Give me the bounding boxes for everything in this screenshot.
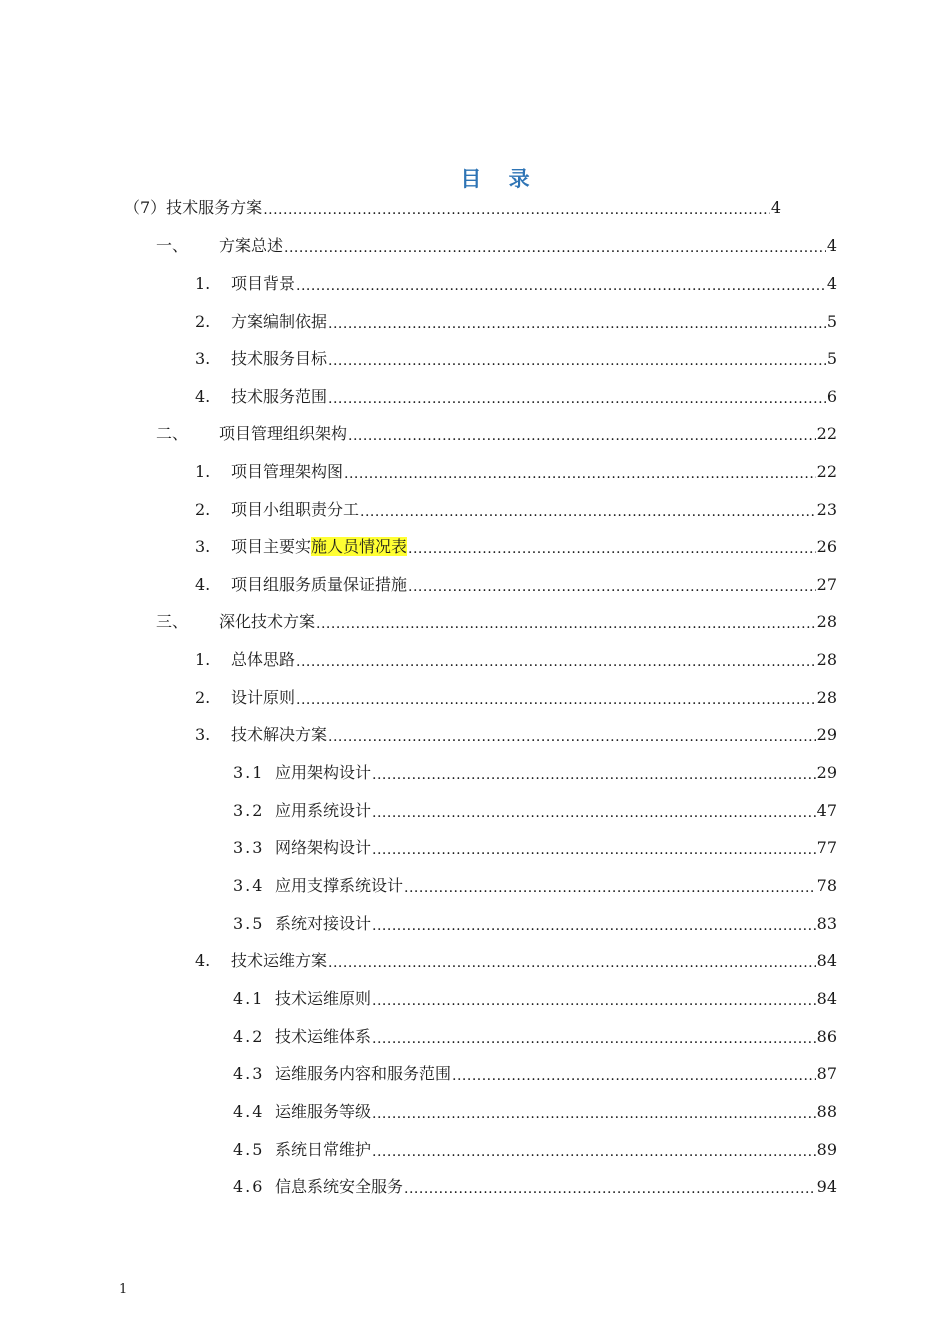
toc-entry-text: 深化技术方案: [219, 612, 316, 631]
toc-entry[interactable]: [195, 723, 837, 747]
toc-entry-number: 1.: [195, 462, 211, 481]
toc-entry[interactable]: [233, 1100, 837, 1124]
toc-entry[interactable]: [233, 1062, 837, 1086]
toc-entry-number: 2.: [195, 688, 211, 707]
toc-leader: [372, 836, 816, 860]
toc-entry-text: 项目管理架构图: [231, 462, 344, 481]
toc-title: 目 录: [460, 167, 540, 191]
toc-entry-number: 4.: [195, 387, 211, 406]
toc-entry-number: 4.3: [233, 1064, 265, 1083]
toc-entry-text: 技术运维原则: [275, 989, 372, 1008]
toc-entry[interactable]: [195, 385, 837, 409]
toc-entry-page: 29: [816, 763, 837, 782]
toc-leader: [284, 234, 826, 258]
toc-entry-page: 78: [816, 876, 837, 895]
toc-entry-number: 一、: [156, 236, 189, 255]
toc-entry[interactable]: [233, 1138, 837, 1162]
toc-entry-page: 27: [816, 575, 837, 594]
toc-entry[interactable]: [195, 573, 837, 597]
toc-entry-number: 三、: [156, 612, 189, 631]
toc-entry-page: 5: [826, 312, 837, 331]
toc-entry-page: 87: [816, 1064, 837, 1083]
toc-entry-page: 89: [816, 1140, 837, 1159]
toc-leader: [372, 987, 816, 1011]
toc-entry-number: 2.: [195, 312, 211, 331]
toc-entry-number: 2.: [195, 500, 211, 519]
toc-entry-number: 4.: [195, 575, 211, 594]
toc-entry-page: 77: [816, 838, 837, 857]
toc-entry-page: 22: [816, 424, 837, 443]
toc-leader: [296, 272, 826, 296]
toc-entry-text: 技术解决方案: [231, 725, 328, 744]
toc-entry[interactable]: [195, 648, 837, 672]
toc-entry[interactable]: [233, 1025, 837, 1049]
toc-entry[interactable]: [195, 272, 837, 296]
toc-leader: [372, 761, 816, 785]
toc-entry[interactable]: [233, 1175, 837, 1199]
toc-entry[interactable]: [156, 234, 837, 258]
toc-entry-number: 3.: [195, 349, 211, 368]
toc-entry-page: 28: [816, 612, 837, 631]
toc-entry-text: 技术服务范围: [231, 387, 328, 406]
toc-leader: [372, 1138, 816, 1162]
toc-entry-text: 技术运维方案: [231, 951, 328, 970]
toc-entry-number: 4.2: [233, 1027, 265, 1046]
toc-entry[interactable]: [233, 874, 837, 898]
toc-entry-number: 4.5: [233, 1140, 265, 1159]
toc-entry-page: 5: [826, 349, 837, 368]
toc-entry[interactable]: [195, 347, 837, 371]
toc-entry-page: 26: [816, 537, 837, 556]
toc-entry-page: 22: [816, 462, 837, 481]
toc-leader: [452, 1062, 816, 1086]
toc-entry[interactable]: [233, 912, 837, 936]
toc-entry-number: 二、: [156, 424, 189, 443]
toc-entry[interactable]: [195, 535, 837, 559]
toc-entry[interactable]: [156, 422, 837, 446]
toc-entry-page: 47: [816, 801, 837, 820]
toc-leader: [296, 648, 816, 672]
toc-entry-page: 6: [826, 387, 837, 406]
toc-entry-number: 3.5: [233, 914, 265, 933]
toc-entry-text: 网络架构设计: [275, 838, 372, 857]
toc-entry-text: 运维服务内容和服务范围: [275, 1064, 452, 1083]
toc-entry-number: 1.: [195, 274, 211, 293]
toc-entry-text: 项目管理组织架构: [219, 424, 348, 443]
toc-leader: [408, 535, 816, 559]
toc-leader: [372, 1025, 816, 1049]
toc-entry[interactable]: [233, 836, 837, 860]
toc-entry-text: 系统日常维护: [275, 1140, 372, 1159]
toc-entry-text: 系统对接设计: [275, 914, 372, 933]
toc-entry-number: 4.6: [233, 1177, 265, 1196]
toc-entry-number: 3.3: [233, 838, 265, 857]
toc-entry[interactable]: [195, 498, 837, 522]
toc-entry[interactable]: [156, 610, 837, 634]
toc-entry-page: 84: [816, 989, 837, 1008]
toc-leader: [316, 610, 816, 634]
toc-entry[interactable]: [233, 987, 837, 1011]
toc-leader: [348, 422, 816, 446]
toc-entry-number: 3.: [195, 537, 211, 556]
toc-entry-number: 1.: [195, 650, 211, 669]
toc-entry-page: 88: [816, 1102, 837, 1121]
toc-entry-text: 总体思路: [231, 650, 296, 669]
toc-entry-page: 4: [826, 274, 837, 293]
toc-leader: [404, 1175, 816, 1199]
toc-entry-text: 技术服务目标: [231, 349, 328, 368]
toc-entry[interactable]: [195, 949, 837, 973]
toc-entry-page: 86: [816, 1027, 837, 1046]
toc-entry-text: 运维服务等级: [275, 1102, 372, 1121]
toc-leader: [328, 385, 826, 409]
toc-leader: [328, 347, 826, 371]
toc-leader: [372, 912, 816, 936]
toc-leader: [328, 949, 816, 973]
toc-entry-number: 3.2: [233, 801, 265, 820]
toc-leader: [296, 686, 816, 710]
toc-entry-text-plain: 项目主要实: [231, 537, 312, 556]
toc-entry-text: 项目组服务质量保证措施: [231, 575, 408, 594]
toc-entry-text: 方案总述: [219, 236, 284, 255]
toc-leader: [360, 498, 816, 522]
toc-entry[interactable]: [124, 196, 781, 220]
toc-entry-page: 23: [816, 500, 837, 519]
toc-entry-number: 4.4: [233, 1102, 265, 1121]
toc-entry-text: 项目小组职责分工: [231, 500, 360, 519]
toc-entry-text: 信息系统安全服务: [275, 1177, 404, 1196]
toc-entry[interactable]: [195, 686, 837, 710]
toc-entry-number: 3.: [195, 725, 211, 744]
toc-entry-text: 项目背景: [231, 274, 296, 293]
toc-entry-text: [231, 535, 407, 559]
toc-entry-text: （7）技术服务方案: [124, 198, 263, 217]
toc-entry-page: 4: [770, 198, 781, 217]
toc-entry-number: 3.4: [233, 876, 265, 895]
toc-leader: [328, 723, 816, 747]
page-number: 1: [119, 1282, 128, 1297]
toc-entry-page: 83: [816, 914, 837, 933]
toc-entry-page: 94: [816, 1177, 837, 1196]
toc-entry-text: 设计原则: [231, 688, 296, 707]
toc-leader: [328, 310, 826, 334]
toc-entry-text: 技术运维体系: [275, 1027, 372, 1046]
toc-entry-text: 应用架构设计: [275, 763, 372, 782]
toc-leader: [404, 874, 816, 898]
highlighted-text: 施人员情况表: [311, 537, 408, 556]
toc-entry-number: 3.1: [233, 763, 265, 782]
toc-entry-text: 应用支撑系统设计: [275, 876, 404, 895]
toc-entry[interactable]: [233, 799, 837, 823]
toc-entry-text: 方案编制依据: [231, 312, 328, 331]
toc-entry-page: 28: [816, 650, 837, 669]
toc-leader: [263, 196, 770, 220]
toc-entry[interactable]: [195, 460, 837, 484]
toc-entry-text: 应用系统设计: [275, 801, 372, 820]
toc-entry-page: 29: [816, 725, 837, 744]
toc-entry-number: 4.: [195, 951, 211, 970]
toc-entry-number: 4.1: [233, 989, 265, 1008]
toc-leader: [372, 1100, 816, 1124]
toc-entry[interactable]: [233, 761, 837, 785]
toc-leader: [372, 799, 816, 823]
toc-entry[interactable]: [195, 310, 837, 334]
toc-entry-page: 4: [826, 236, 837, 255]
toc-leader: [344, 460, 816, 484]
toc-leader: [408, 573, 816, 597]
toc-entry-page: 28: [816, 688, 837, 707]
toc-entry-page: 84: [816, 951, 837, 970]
